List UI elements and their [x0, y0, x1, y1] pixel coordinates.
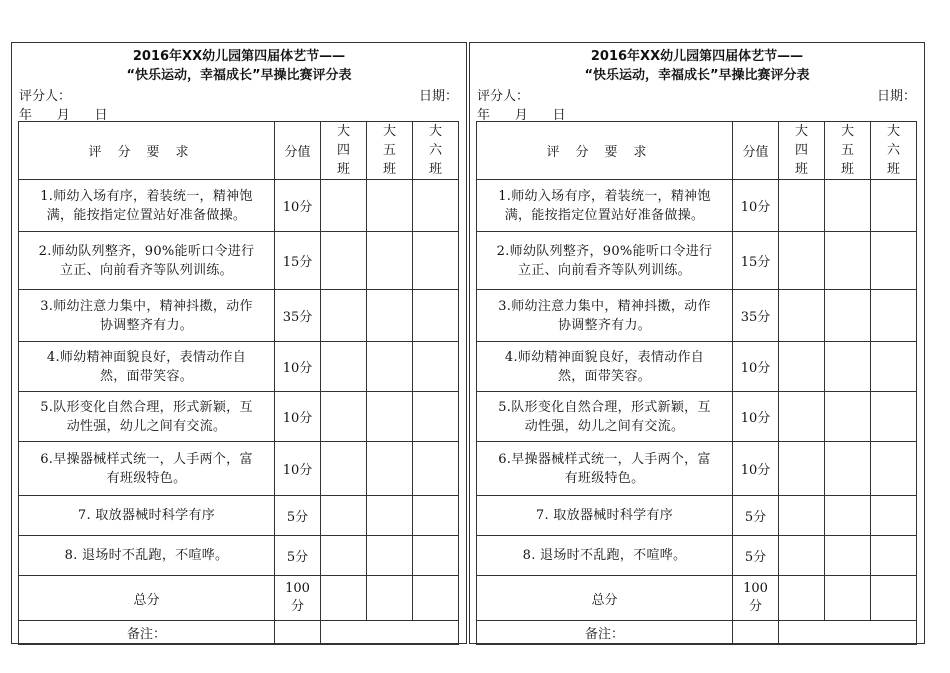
header-class-5: 大 五 班: [825, 122, 871, 180]
requirement-cell: [19, 232, 275, 290]
requirement-cell: [19, 392, 275, 442]
header-class-4: 大 四 班: [321, 122, 367, 180]
score-entry-cell[interactable]: [825, 536, 871, 576]
score-entry-cell[interactable]: [367, 536, 413, 576]
requirement-line1: 1.师幼入场有序，着装统一，精神饱: [40, 188, 253, 204]
header-score: 分值: [733, 122, 779, 180]
requirement-line1: 4.师幼精神面貌良好，表情动作自: [504, 349, 705, 365]
header-requirements: 评分要求: [19, 122, 275, 180]
score-value: 10分: [733, 392, 779, 442]
requirement-line1: 7. 取放器械时科学有序: [77, 508, 216, 523]
score-entry-cell[interactable]: [779, 180, 825, 232]
score-sheet-left: [11, 42, 467, 644]
table-row: [477, 290, 917, 342]
year-month-day-label: 年 月 日: [19, 108, 108, 123]
requirement-line1: 8. 退场时不乱跑，不喧哗。: [522, 548, 687, 563]
table-row: [19, 496, 459, 536]
date-label: 日期：: [876, 89, 916, 104]
score-entry-cell[interactable]: [367, 180, 413, 232]
score-value: 10分: [733, 342, 779, 392]
remark-cell[interactable]: [275, 621, 321, 645]
score-entry-cell[interactable]: [413, 180, 459, 232]
requirement-cell: [477, 290, 733, 342]
requirement-line1: 3.师幼注意力集中，精神抖擞，动作: [498, 298, 711, 314]
requirement-line1: 5.队形变化自然合理，形式新颖，互: [498, 399, 711, 415]
table-header-row: [477, 122, 917, 180]
score-entry-cell[interactable]: [871, 342, 917, 392]
requirement-line1: 6.早操器械样式统一，人手两个，富: [498, 451, 711, 467]
sheet-title-line2: “快乐运动，幸福成长”早操比赛评分表: [584, 68, 810, 83]
date-label: 日期：: [418, 89, 458, 104]
score-entry-cell[interactable]: [779, 442, 825, 496]
score-entry-cell[interactable]: [871, 180, 917, 232]
requirement-line2: 协调整齐有力。: [557, 317, 652, 333]
requirement-line1: 2.师幼队列整齐，90%能听口令进行: [38, 243, 255, 259]
score-entry-cell[interactable]: [825, 290, 871, 342]
score-value: 10分: [733, 180, 779, 232]
requirement-cell: [477, 496, 733, 536]
score-entry-cell[interactable]: [825, 442, 871, 496]
score-entry-cell[interactable]: [413, 232, 459, 290]
score-entry-cell[interactable]: [779, 290, 825, 342]
score-value: 35分: [275, 290, 321, 342]
table-row: [19, 536, 459, 576]
score-value: 5分: [275, 536, 321, 576]
table-row: [477, 442, 917, 496]
score-value: 5分: [733, 536, 779, 576]
score-value: 35分: [733, 290, 779, 342]
score-entry-cell[interactable]: [871, 496, 917, 536]
requirement-line2: 动性强，幼儿之间有交流。: [524, 418, 685, 434]
table-row: [477, 496, 917, 536]
score-entry-cell[interactable]: [413, 536, 459, 576]
table-row: [19, 442, 459, 496]
sheet-title-line2: “快乐运动，幸福成长”早操比赛评分表: [126, 68, 352, 83]
score-entry-cell[interactable]: [321, 392, 367, 442]
sheet-title-line1: 2016年XX幼儿园第四届体艺节——: [590, 49, 804, 64]
requirement-cell: [19, 290, 275, 342]
score-entry-cell[interactable]: [413, 496, 459, 536]
score-value: 10分: [275, 442, 321, 496]
total-entry-cell[interactable]: [321, 576, 367, 621]
score-entry-cell[interactable]: [413, 342, 459, 392]
requirement-cell: [19, 180, 275, 232]
score-value: 10分: [275, 392, 321, 442]
requirement-cell: [19, 536, 275, 576]
remark-entry-cell[interactable]: [321, 621, 459, 645]
score-value: 5分: [275, 496, 321, 536]
requirement-line2: 然，面带笑容。: [99, 368, 194, 384]
requirement-line2: 立正、向前看齐等队列训练。: [518, 262, 691, 278]
score-entry-cell[interactable]: [321, 290, 367, 342]
score-table: [476, 121, 917, 645]
requirement-line2: 满，能按指定位置站好准备做操。: [504, 207, 705, 223]
score-entry-cell[interactable]: [367, 290, 413, 342]
score-table: [18, 121, 459, 645]
score-entry-cell[interactable]: [871, 536, 917, 576]
score-entry-cell[interactable]: [413, 392, 459, 442]
requirement-cell: [19, 442, 275, 496]
score-value: 10分: [733, 442, 779, 496]
score-value: 10分: [275, 180, 321, 232]
requirement-line1: 1.师幼入场有序，着装统一，精神饱: [498, 188, 711, 204]
table-row: [19, 290, 459, 342]
remark-row: [19, 621, 459, 645]
total-label: 总分: [477, 576, 733, 621]
table-row: [477, 536, 917, 576]
scorer-label: 评分人：: [19, 89, 72, 104]
score-entry-cell[interactable]: [871, 442, 917, 496]
requirement-line2: 满，能按指定位置站好准备做操。: [46, 207, 247, 223]
total-entry-cell[interactable]: [413, 576, 459, 621]
scorer-label: 评分人：: [477, 89, 530, 104]
score-entry-cell[interactable]: [367, 392, 413, 442]
requirement-cell: [477, 392, 733, 442]
score-entry-cell[interactable]: [367, 442, 413, 496]
total-score: 100 分: [275, 576, 321, 621]
remark-label: 备注：: [477, 621, 733, 645]
table-row: [477, 342, 917, 392]
header-class-4: 大 四 班: [779, 122, 825, 180]
requirement-line1: 3.师幼注意力集中，精神抖擞，动作: [40, 298, 253, 314]
score-entry-cell[interactable]: [321, 442, 367, 496]
total-entry-cell[interactable]: [779, 576, 825, 621]
total-label: 总分: [19, 576, 275, 621]
score-value: 15分: [733, 232, 779, 290]
total-row: [19, 576, 459, 621]
requirement-line2: 动性强，幼儿之间有交流。: [66, 418, 227, 434]
total-entry-cell[interactable]: [825, 576, 871, 621]
score-entry-cell[interactable]: [779, 392, 825, 442]
table-row: [19, 232, 459, 290]
score-entry-cell[interactable]: [321, 342, 367, 392]
header-class-5: 大 五 班: [367, 122, 413, 180]
score-entry-cell[interactable]: [321, 180, 367, 232]
requirement-line1: 4.师幼精神面貌良好，表情动作自: [46, 349, 247, 365]
score-entry-cell[interactable]: [321, 536, 367, 576]
remark-entry-cell[interactable]: [779, 621, 917, 645]
requirement-line2: 有班级特色。: [564, 470, 645, 486]
requirement-line1: 8. 退场时不乱跑，不喧哗。: [64, 548, 229, 563]
score-entry-cell[interactable]: [321, 232, 367, 290]
requirement-cell: [477, 232, 733, 290]
requirement-line2: 有班级特色。: [106, 470, 187, 486]
score-entry-cell[interactable]: [779, 536, 825, 576]
score-entry-cell[interactable]: [871, 232, 917, 290]
total-entry-cell[interactable]: [871, 576, 917, 621]
score-value: 15分: [275, 232, 321, 290]
requirement-cell: [477, 442, 733, 496]
requirement-cell: [477, 536, 733, 576]
score-sheet-right: [469, 42, 925, 644]
requirement-line1: 6.早操器械样式统一，人手两个，富: [40, 451, 253, 467]
score-entry-cell[interactable]: [413, 290, 459, 342]
header-requirements: 评分要求: [477, 122, 733, 180]
score-entry-cell[interactable]: [825, 392, 871, 442]
score-entry-cell[interactable]: [825, 342, 871, 392]
score-entry-cell[interactable]: [825, 232, 871, 290]
requirement-line2: 立正、向前看齐等队列训练。: [60, 262, 233, 278]
requirement-line1: 5.队形变化自然合理，形式新颖，互: [40, 399, 253, 415]
total-entry-cell[interactable]: [367, 576, 413, 621]
score-entry-cell[interactable]: [367, 342, 413, 392]
score-entry-cell[interactable]: [367, 496, 413, 536]
requirement-line2: 然，面带笑容。: [557, 368, 652, 384]
score-entry-cell[interactable]: [321, 496, 367, 536]
year-month-day-label: 年 月 日: [477, 108, 566, 123]
requirement-line2: 协调整齐有力。: [99, 317, 194, 333]
score-entry-cell[interactable]: [825, 180, 871, 232]
requirement-cell: [19, 496, 275, 536]
header-class-6: 大 六 班: [871, 122, 917, 180]
header-score: 分值: [275, 122, 321, 180]
table-row: [477, 392, 917, 442]
score-entry-cell[interactable]: [779, 496, 825, 536]
table-row: [19, 342, 459, 392]
table-row: [19, 180, 459, 232]
table-row: [19, 392, 459, 442]
table-header-row: [19, 122, 459, 180]
score-entry-cell[interactable]: [779, 232, 825, 290]
score-entry-cell[interactable]: [367, 232, 413, 290]
total-score: 100 分: [733, 576, 779, 621]
requirement-cell: [19, 342, 275, 392]
score-value: 5分: [733, 496, 779, 536]
remark-row: [477, 621, 917, 645]
total-row: [477, 576, 917, 621]
score-entry-cell[interactable]: [871, 392, 917, 442]
score-entry-cell[interactable]: [871, 290, 917, 342]
requirement-cell: [477, 342, 733, 392]
score-entry-cell[interactable]: [779, 342, 825, 392]
header-class-6: 大 六 班: [413, 122, 459, 180]
score-value: 10分: [275, 342, 321, 392]
requirement-line1: 7. 取放器械时科学有序: [535, 508, 674, 523]
remark-cell[interactable]: [733, 621, 779, 645]
requirement-line1: 2.师幼队列整齐，90%能听口令进行: [496, 243, 713, 259]
sheet-title-line1: 2016年XX幼儿园第四届体艺节——: [132, 49, 346, 64]
requirement-cell: [477, 180, 733, 232]
table-row: [477, 180, 917, 232]
score-entry-cell[interactable]: [413, 442, 459, 496]
score-entry-cell[interactable]: [825, 496, 871, 536]
remark-label: 备注：: [19, 621, 275, 645]
table-row: [477, 232, 917, 290]
